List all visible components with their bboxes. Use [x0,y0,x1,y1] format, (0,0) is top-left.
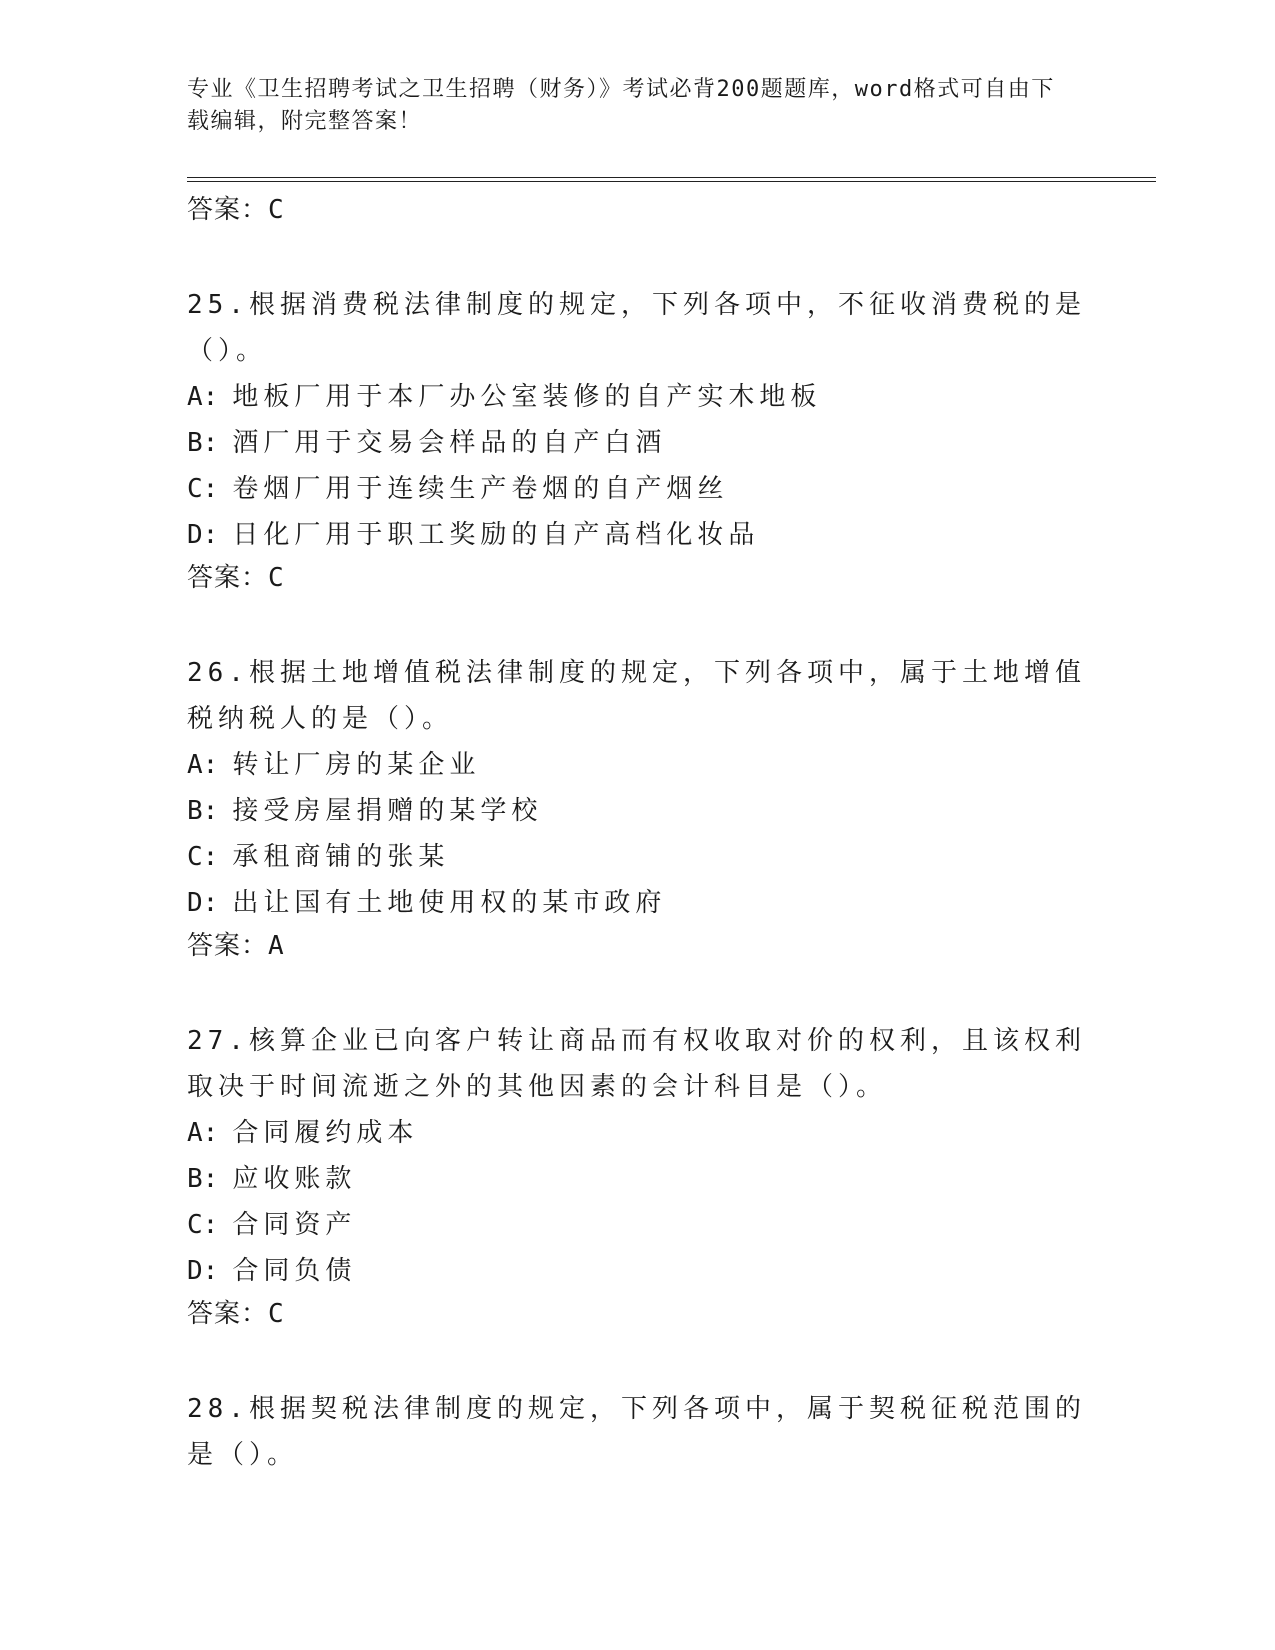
option-text: 出让国有土地使用权的某市政府 [232,888,667,918]
option-text: 合同负债 [232,1256,357,1286]
question-text: 26.根据土地增值税法律制度的规定，下列各项中，属于土地增值税纳税人的是（）。 [187,658,1086,734]
option-key: A: [187,382,219,412]
answer-label: 答案： [187,931,269,961]
option-text: 应收账款 [232,1164,357,1194]
option-key: C: [187,1210,219,1240]
header-divider [187,177,1156,182]
option-key: B: [187,1164,219,1194]
option-c [187,1202,1087,1248]
option-text: 合同资产 [232,1210,357,1240]
option-b [187,788,1087,834]
answer-value: C [268,195,285,225]
answer-value: C [268,563,285,593]
option-text: 酒厂用于交易会样品的自产白酒 [232,428,667,458]
option-text: 转让厂房的某企业 [232,750,481,780]
option-a [187,742,1087,788]
question-text: 25.根据消费税法律制度的规定，下列各项中，不征收消费税的是（）。 [187,290,1086,366]
option-text: 地板厂用于本厂办公室装修的自产实木地板 [232,382,822,412]
question-item [187,1386,1087,1478]
question-item [187,282,1087,598]
option-b [187,1156,1087,1202]
question-text: 28.根据契税法律制度的规定，下列各项中，属于契税征税范围的是（）。 [187,1394,1086,1470]
option-c [187,466,1087,512]
answer-value: C [268,1299,285,1329]
option-text: 承租商铺的张某 [232,842,450,872]
question-text: 27.核算企业已向客户转让商品而有权收取对价的权利，且该权利取决于时间流逝之外的其他因素的会计科目是（）。 [187,1026,1086,1102]
answer-value: A [268,931,285,961]
option-text: 接受房屋捐赠的某学校 [232,796,543,826]
option-key: D: [187,520,219,550]
question-item [187,650,1087,966]
option-key: B: [187,428,219,458]
question-list [187,190,1087,1478]
answer-line [187,926,1087,966]
option-key: A: [187,750,219,780]
answer-label: 答案： [187,195,269,225]
option-key: D: [187,1256,219,1286]
option-d [187,512,1087,558]
answer-line [187,558,1087,598]
option-key: A: [187,1118,219,1148]
option-a [187,1110,1087,1156]
question-item [187,1018,1087,1334]
option-a [187,374,1087,420]
answer-label: 答案： [187,563,269,593]
option-key: D: [187,888,219,918]
option-d [187,880,1087,926]
answer-line [187,1294,1087,1334]
option-text: 日化厂用于职工奖励的自产高档化妆品 [232,520,760,550]
option-d [187,1248,1087,1294]
answer-label: 答案： [187,1299,269,1329]
page-header: 专业《卫生招聘考试之卫生招聘（财务）》考试必背200题题库，word格式可自由下载编辑，附完整答案！ [187,77,1055,134]
answer-line [187,190,1087,230]
option-text: 合同履约成本 [232,1118,419,1148]
option-b [187,420,1087,466]
option-key: C: [187,842,219,872]
option-key: C: [187,474,219,504]
option-text: 卷烟厂用于连续生产卷烟的自产烟丝 [232,474,729,504]
option-c [187,834,1087,880]
option-key: B: [187,796,219,826]
